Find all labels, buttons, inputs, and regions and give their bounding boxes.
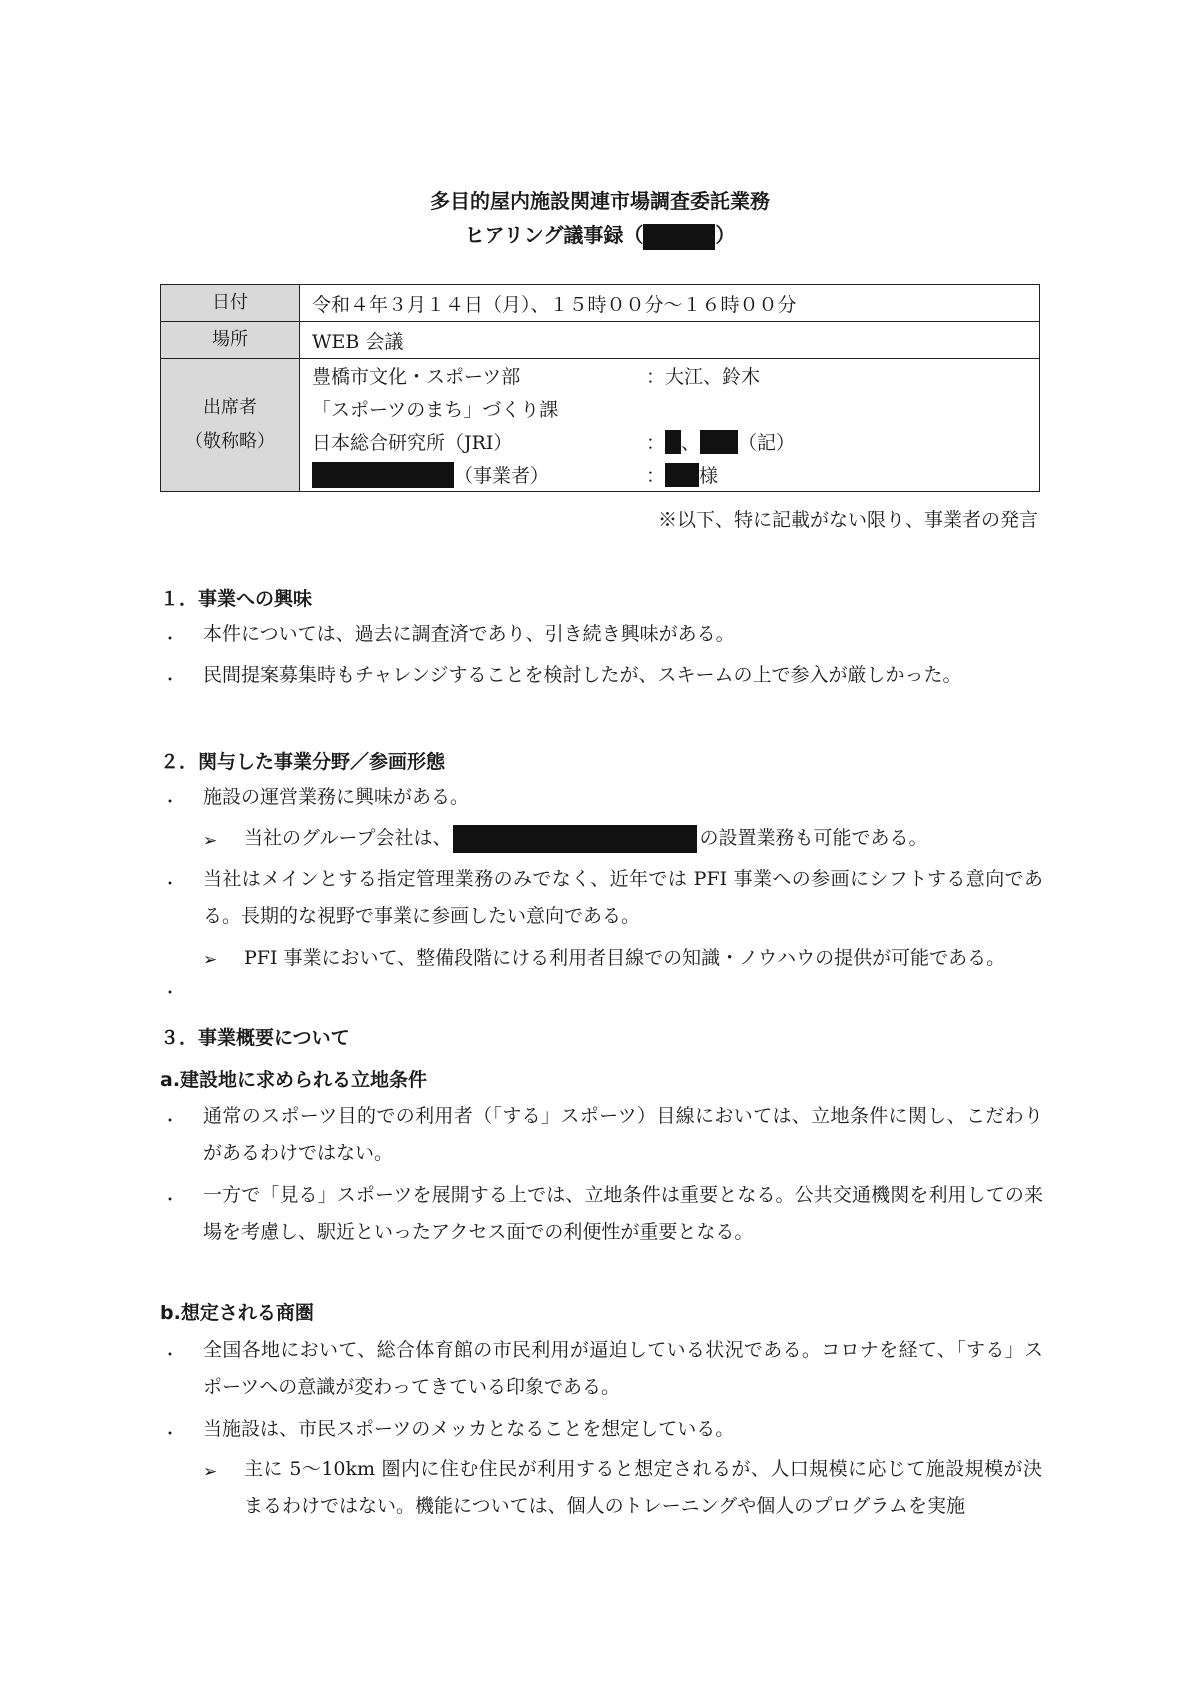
redaction-block xyxy=(312,462,454,488)
bullet-text: 施設の運営業務に興味がある。 xyxy=(203,786,470,808)
attendee-row: 豊橋市文化・スポーツ部 ：大江、鈴木 xyxy=(312,366,761,388)
bullet-marker: ・ xyxy=(162,1190,179,1209)
attendee-row: 日本総合研究所（JRI） ： 、 （記） xyxy=(312,425,1027,458)
section-heading: ３．事業概要について xyxy=(160,1027,350,1049)
bullet-text: 通常のスポーツ目的での利用者（「する」スポーツ）目線においては、立地条件に関し、こだわりがあるわけではない。 xyxy=(203,1105,1043,1164)
bullet-text: 本件については、過去に調査済であり、引き続き興味がある。 xyxy=(203,623,735,645)
bullet-marker: ・ xyxy=(162,1424,179,1443)
document-subtitle: ヒアリング議事録（ ） xyxy=(0,219,1200,250)
attendees-value xyxy=(300,359,1040,492)
place-value: WEB 会議 xyxy=(300,322,1040,359)
sub-bullet-text: 主に 5～10km 圏内に住む住民が利用すると想定されるが、人口規模に応じて施設規模が決まるわけではない。機能については、個人のトレーニングや個人のプログラムを実施 xyxy=(244,1458,1042,1517)
redaction-block xyxy=(665,430,681,454)
bullet-marker: ・ xyxy=(162,629,179,648)
redaction-block xyxy=(643,224,715,250)
bullet-marker: ・ xyxy=(162,983,179,1002)
sub-bullet-text: PFI 事業において、整備段階にける利用者目線での知識・ノウハウの提供が可能である。 xyxy=(244,947,1006,969)
bullet-marker: ・ xyxy=(162,1345,179,1364)
redaction-block xyxy=(700,430,738,454)
arrow-marker: ➢ xyxy=(203,1462,218,1482)
bullet-text: 当社はメインとする指定管理業務のみでなく、近年では PFI 事業への参画にシフトする意向である。長期的な視野で事業に参画したい意向である。 xyxy=(203,868,1043,927)
attendees-label: 出席者 （敬称略） xyxy=(161,359,300,492)
date-value: 令和４年３月１４日（月）、１５時００分～１６時００分 xyxy=(300,285,1040,322)
bullet-marker: ・ xyxy=(162,874,179,893)
bullet-text: 一方で「見る」スポーツを展開する上では、立地条件は重要となる。公共交通機関を利用しての来場を考慮し、駅近といったアクセス面での利便性が重要となる。 xyxy=(203,1184,1043,1243)
document-title: 多目的屋内施設関連市場調査委託業務 xyxy=(430,189,770,213)
bullet-marker: ・ xyxy=(162,1111,179,1130)
section-heading: １．事業への興味 xyxy=(160,588,313,610)
subsection-heading: a.建設地に求められる立地条件 xyxy=(160,1069,428,1091)
bullet-text: 民間提案募集時もチャレンジすることを検討したが、スキームの上で参入が厳しかった。 xyxy=(203,664,962,686)
redaction-block xyxy=(453,825,697,853)
arrow-marker: ➢ xyxy=(203,831,218,851)
sub-bullet-text: 当社のグループ会社は、 の設置業務も可能である。 xyxy=(244,820,1042,857)
meeting-info-table xyxy=(160,284,1040,492)
date-label: 日付 xyxy=(161,285,300,322)
bullet-marker: ・ xyxy=(162,670,179,689)
bullet-text: 全国各地において、総合体育館の市民利用が逼迫している状況である。コロナを経て、「する」スポーツへの意識が変わってきている印象である。 xyxy=(203,1339,1043,1398)
attendee-row: （事業者） ： 様 xyxy=(312,458,1027,491)
redaction-block xyxy=(665,463,699,487)
bullet-text: 当施設は、市民スポーツのメッカとなることを想定している。 xyxy=(203,1418,735,1440)
place-label: 場所 xyxy=(161,322,300,359)
subsection-heading: b.想定される商圏 xyxy=(160,1302,314,1324)
speaker-note: ※以下、特に記載がない限り、事業者の発言 xyxy=(657,509,1038,531)
attendee-row: 「スポーツのまち」づくり課 xyxy=(312,399,559,421)
arrow-marker: ➢ xyxy=(203,950,218,970)
bullet-marker: ・ xyxy=(162,792,179,811)
section-heading: ２．関与した事業分野／参画形態 xyxy=(160,751,446,773)
